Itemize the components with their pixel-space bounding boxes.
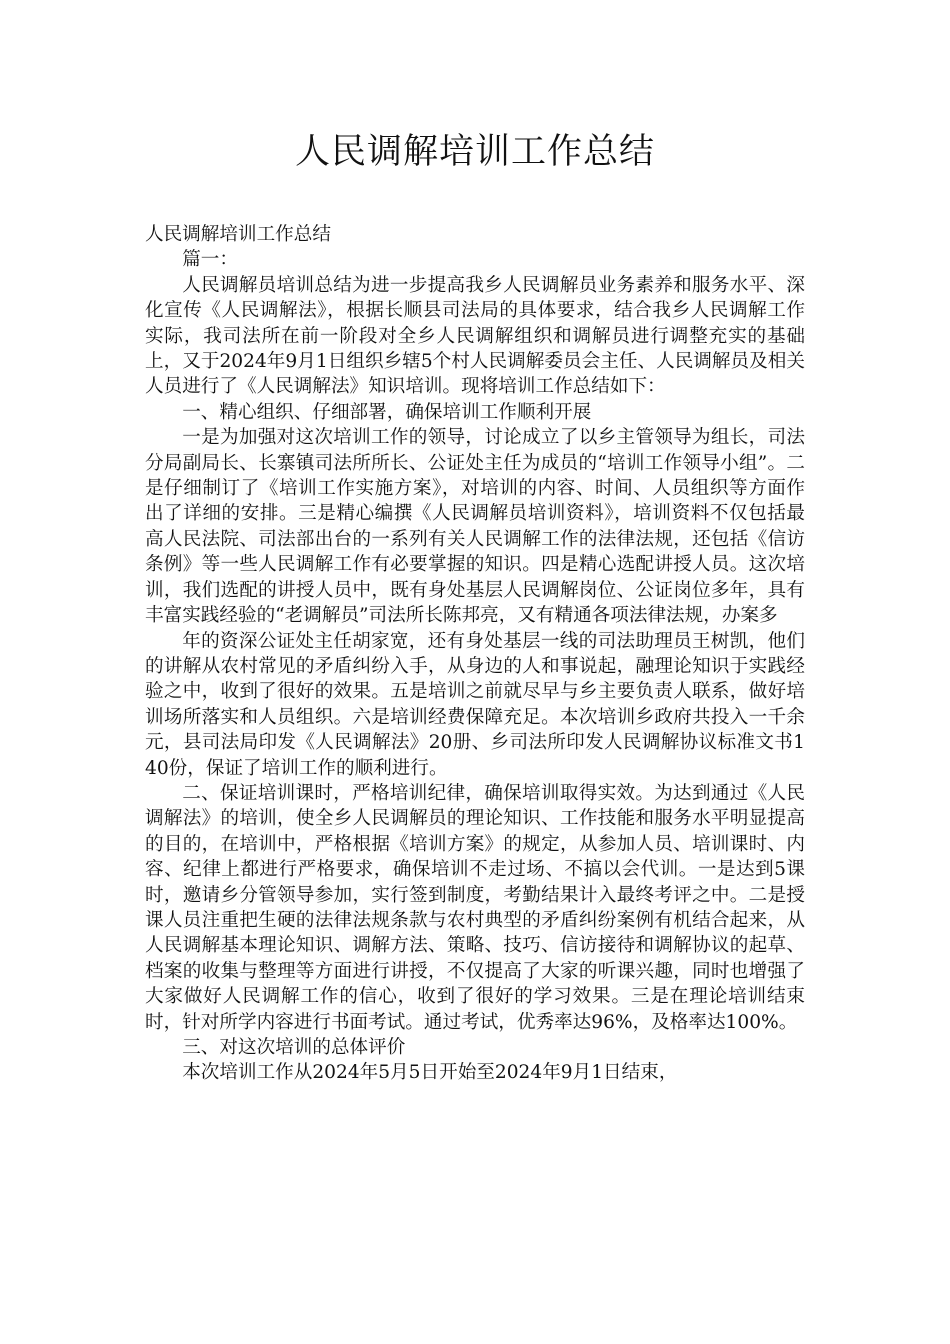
document-body xyxy=(145,222,805,1086)
paragraph: 人民调解培训工作总结 xyxy=(145,224,331,245)
paragraph: 本次培训工作从2024年5月5日开始至2024年9月1日结束， xyxy=(182,1062,678,1084)
paragraph: 二、保证培训课时，严格培训纪律，确保培训取得实效。为达到通过《人民调解法》的培训，使全乡人民调解员的理论知识、工作技能和服务水平明显提高的目的，在培训中，严格根据《培训方案》的规定，从参加人员、培训课时、内容、纪律上都进行严格要求，确保培训不走过场、不搞以会代训。一是达到5课时，邀请乡分管领导参加，实行签到制度，考勤结果计入最终考评之中。二是授课人员注重把生硬的法律法规条款与农村典型的矛盾纠纷案例有机结合起来，从人民调解基本理论知识、调解方法、策略、技巧、信访接待和调解协议的起草、档案的收集与整理等方面进行讲授，不仅提高了大家的听课兴趣，同时也增强了大家做好人民调解工作的信心，收到了很好的学习效果。三是在理论培训结束时，针对所学内容进行书面考试。通过考试，优秀率达96%，及格率达100%。 xyxy=(145,782,805,1033)
paragraph: 人民调解员培训总结为进一步提高我乡人民调解员业务素养和服务水平、深化宣传《人民调解法》，根据长顺县司法局的具体要求，结合我乡人民调解工作实际，我司法所在前一阶段对全乡人民调解组织和调解员进行调整充实的基础上，又于2024年9月1日组织乡辖5个村人民调解委员会主任、人民调解员及相关人员进行了《人民调解法》知识培训。现将培训工作总结如下： xyxy=(145,274,805,398)
page-title: 人民调解培训工作总结 xyxy=(294,132,655,172)
paragraph: 篇一： xyxy=(182,249,238,271)
paragraph: 一是为加强对这次培训工作的领导，讨论成立了以乡主管领导为组长，司法分局副局长、长寨镇司法所所长、公证处主任为成员的“培训工作领导小组”。二是仔细制订了《培训工作实施方案》，对培训的内容、时间、人员组织等方面作出了详细的安排。三是精心编撰《人民调解员培训资料》，培训资料不仅包括最高人民法院、司法部出台的一系列有关人民调解工作的法律法规，还包括《信访条例》等一些人民调解工作有必要掌握的知识。四是精心选配讲授人员。这次培训，我们选配的讲授人员中，既有身处基层人民调解岗位、公证岗位多年，具有丰富实践经验的“老调解员”司法所长陈邦亮，又有精通各项法律法规，办案多 xyxy=(145,427,805,627)
paragraph: 一、精心组织、仔细部署，确保培训工作顺利开展 xyxy=(182,401,592,423)
paragraph: 三、对这次培训的总体评价 xyxy=(182,1037,406,1058)
paragraph: 年的资深公证处主任胡家宽，还有身处基层一线的司法助理员王树凯，他们的讲解从农村常见的矛盾纠纷入手，从身边的人和事说起，融理论知识于实践经验之中，收到了很好的效果。五是培训之前就尽早与乡主要负责人联系，做好培训场所落实和人员组织。六是培训经费保障充足。本次培训乡政府共投入一千余元，县司法局印发《人民调解法》20册、乡司法所印发人民调解协议标准文书140份，保证了培训工作的顺利进行。 xyxy=(145,630,805,779)
